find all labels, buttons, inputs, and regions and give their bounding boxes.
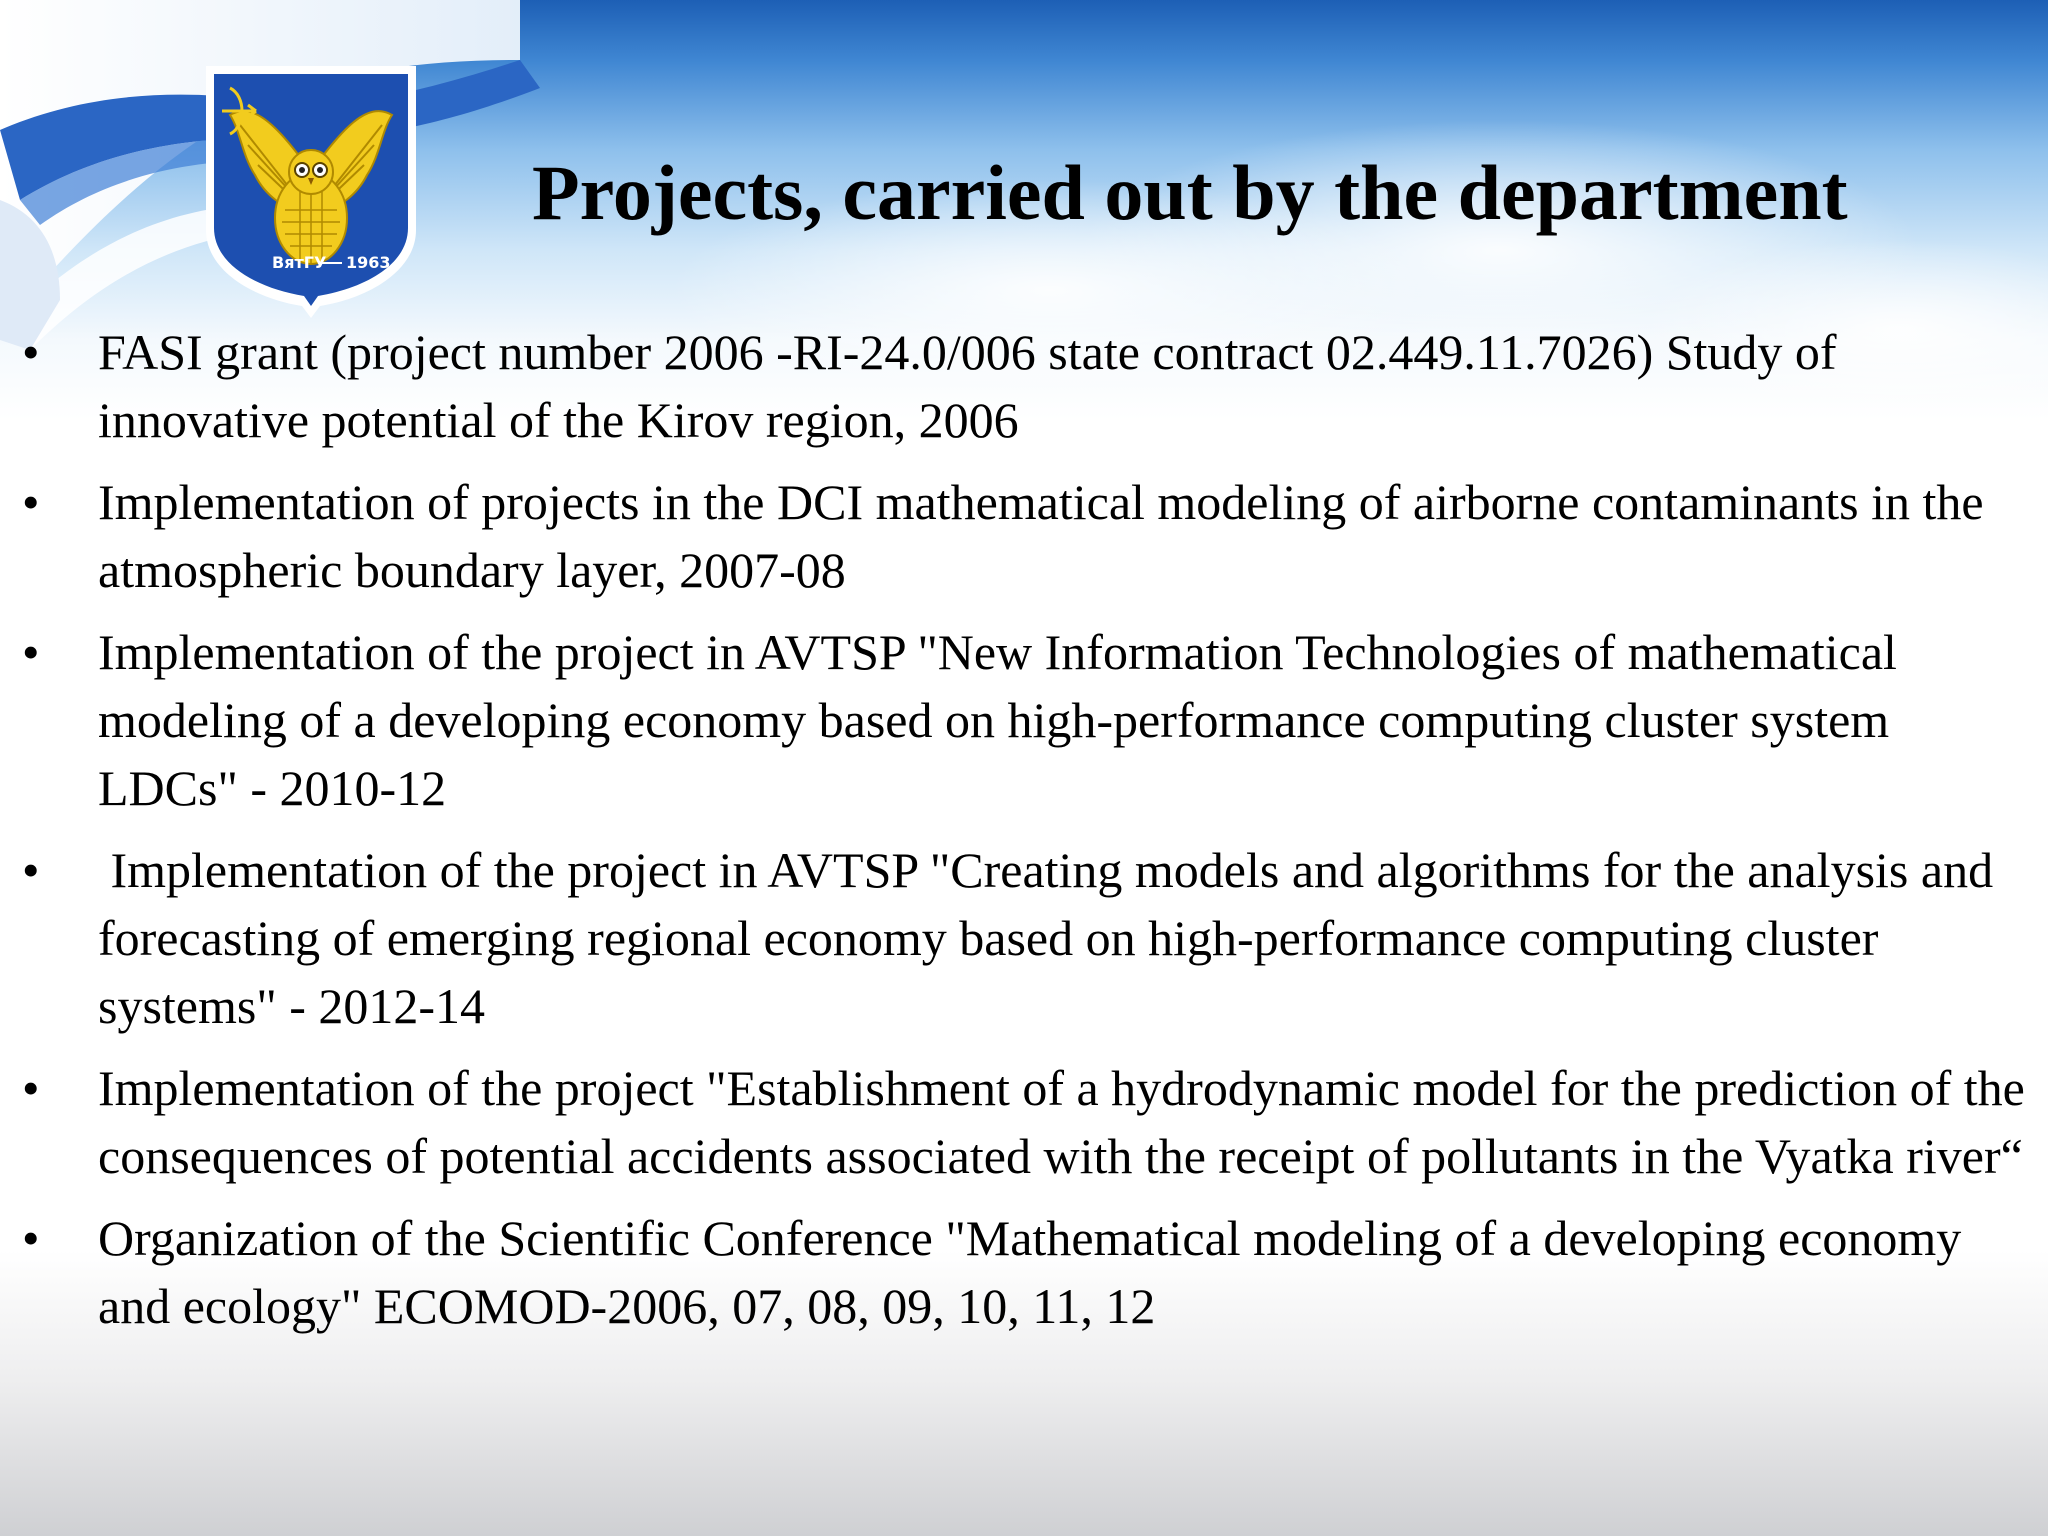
bullet-marker: • [22, 1210, 40, 1266]
list-item [0, 468, 2048, 604]
bullet-marker: • [22, 842, 40, 898]
emblem-year: 1963 [346, 253, 391, 272]
bullet-marker: • [22, 324, 40, 380]
list-item [0, 1204, 2048, 1340]
list-item [0, 618, 2048, 822]
bullet-marker: • [22, 474, 40, 530]
emblem-caption: ВятГУ [272, 253, 327, 272]
list-item-text: FASI grant (project number 2006 -RI-24.0/006 state contract 02.449.11.7026) Study of innovative potential of the Kirov region, 2006 [98, 324, 1837, 448]
list-item-text: Implementation of the project "Establishment of a hydrodynamic model for the prediction of the consequences of potential accidents associated with the receipt of pollutants in the Vyatka river“ [98, 1060, 2025, 1184]
list-item [0, 836, 2048, 1040]
list-item-text: Implementation of the project in AVTSP "New Information Technologies of mathematical modeling of a developing economy based on high-performance computing cluster system LDCs" - 2010-12 [98, 624, 1897, 816]
list-item [0, 1054, 2048, 1190]
bullet-marker: • [22, 1060, 40, 1116]
list-item-text: Implementation of the project in AVTSP "Creating models and algorithms for the analysis and forecasting of emerging regional economy based on high-performance computing cluster systems" - 2012-14 [98, 842, 2006, 1034]
university-emblem [200, 60, 422, 322]
list-item-text: Implementation of projects in the DCI mathematical modeling of airborne contaminants in the atmospheric boundary layer, 2007-08 [98, 474, 1984, 598]
list-item-text: Organization of the Scientific Conference "Mathematical modeling of a developing economy and ecology" ECOMOD-2006, 07, 08, 09, 10, 11, 12 [98, 1210, 1962, 1334]
project-list [0, 318, 2048, 1354]
slide-title: Projects, carried out by the department [532, 149, 1848, 236]
bullet-marker: • [22, 624, 40, 680]
list-item [0, 318, 2048, 454]
